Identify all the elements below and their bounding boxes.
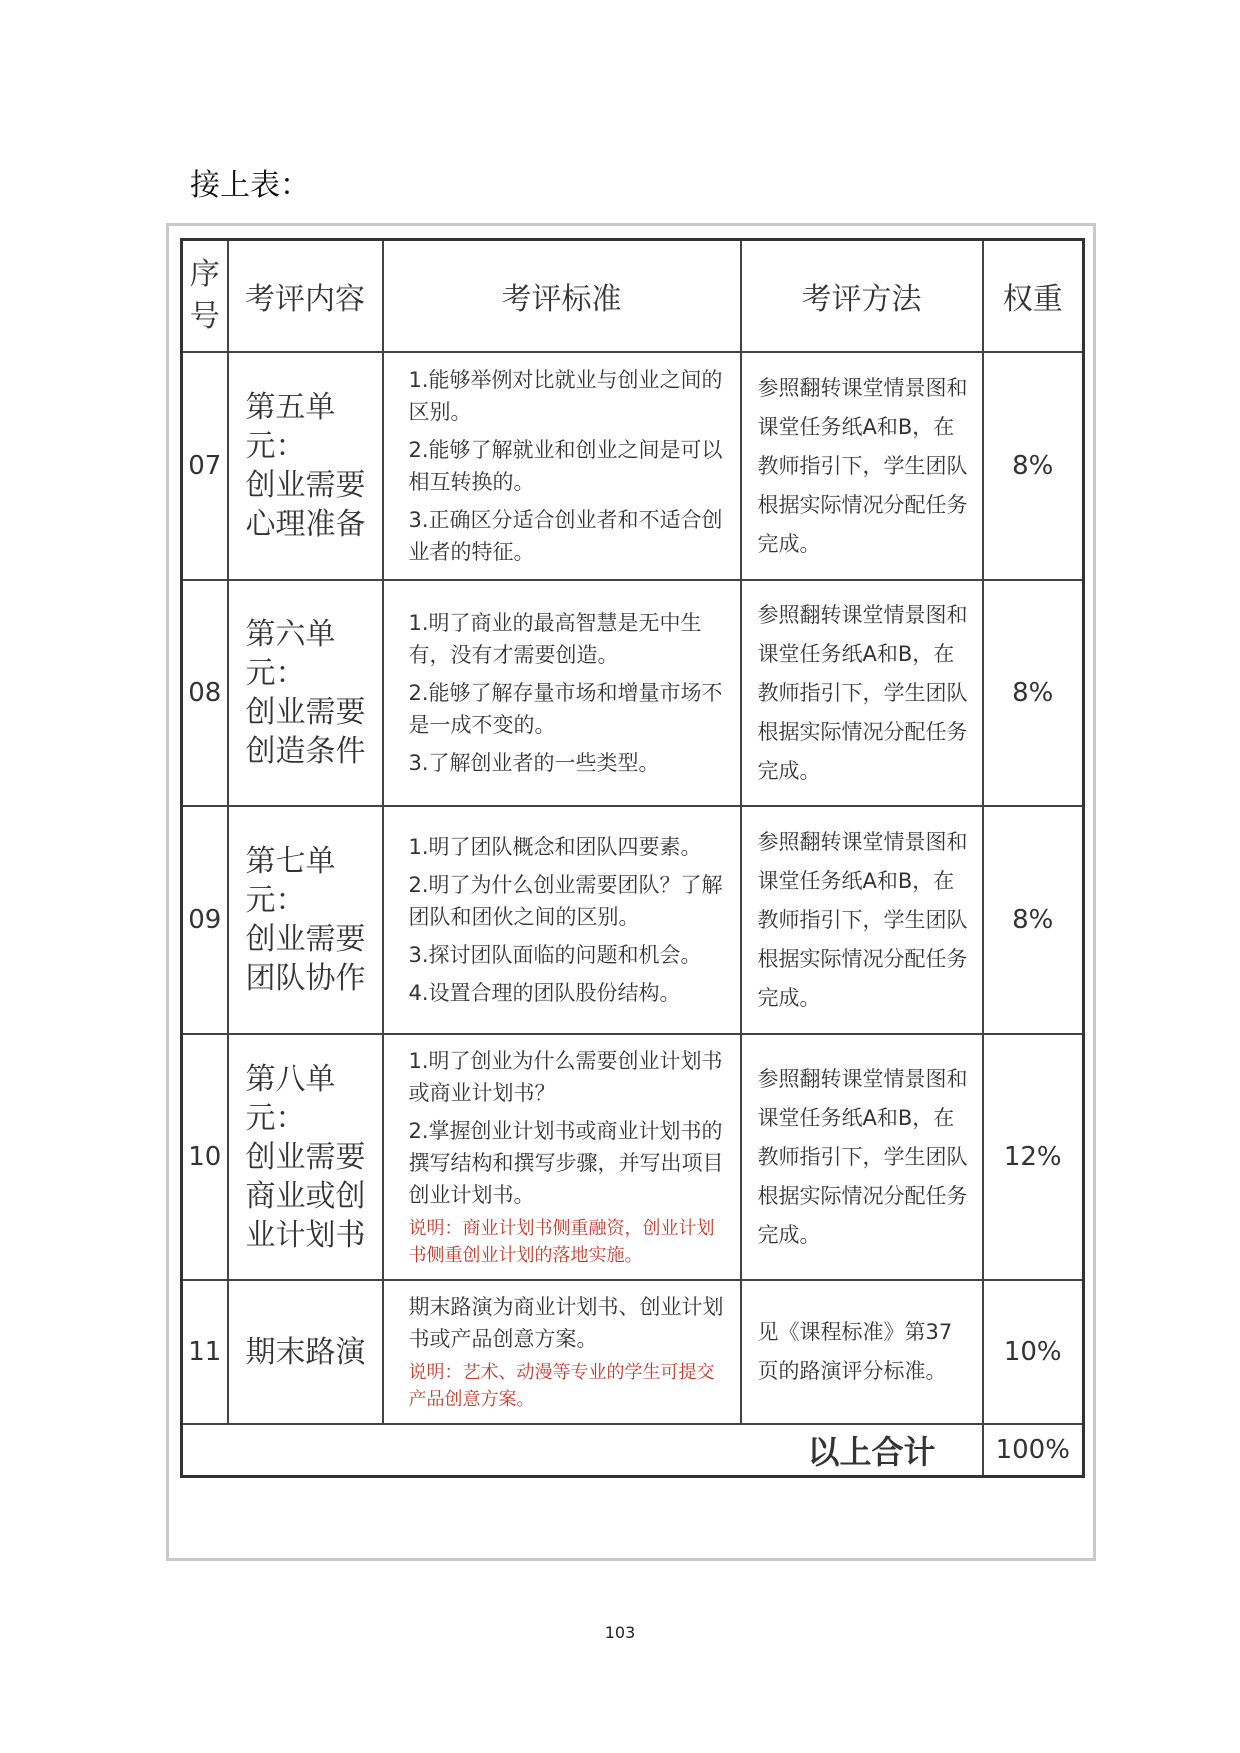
row-weight: 8% <box>983 352 1084 580</box>
table-row <box>182 580 1084 806</box>
row-content <box>228 352 383 580</box>
total-weight: 100% <box>983 1424 1084 1477</box>
content-line: 第七单元： <box>245 844 336 918</box>
header-weight: 权重 <box>983 240 1084 353</box>
row-method: 参照翻转课堂情景图和课堂任务纸A和B，在教师指引下，学生团队根据实际情况分配任务完成。 <box>741 580 983 806</box>
row-seq: 11 <box>182 1280 228 1424</box>
row-seq: 09 <box>182 806 228 1034</box>
content-line: 创造条件 <box>245 734 366 769</box>
content-line: 第六单元： <box>245 617 336 691</box>
row-criteria <box>383 1034 741 1280</box>
content-line: 创业需要 <box>245 1139 366 1175</box>
row-method: 见《课程标准》第37页的路演评分标准。 <box>741 1280 983 1424</box>
row-criteria <box>383 352 741 580</box>
row-criteria <box>383 806 741 1034</box>
header-seq-text: 序号 <box>189 257 220 334</box>
row-seq: 08 <box>182 580 228 806</box>
content-line: 心理准备 <box>245 507 366 542</box>
criteria-item: 1.能够举例对比就业与创业之间的区别。 <box>408 368 723 424</box>
header-seq <box>182 240 228 353</box>
table-row <box>182 352 1084 580</box>
criteria-item: 4.设置合理的团队股份结构。 <box>408 981 681 1005</box>
row-content <box>228 580 383 806</box>
content-line: 第八单元： <box>245 1061 336 1136</box>
criteria-item: 2.掌握创业计划书或商业计划书的撰写结构和撰写步骤，并写出项目创业计划书。 <box>408 1119 724 1207</box>
total-label: 以上合计 <box>182 1424 983 1477</box>
criteria-item: 3.了解创业者的一些类型。 <box>408 751 660 775</box>
table-row <box>182 1034 1084 1280</box>
row-method: 参照翻转课堂情景图和课堂任务纸A和B，在教师指引下，学生团队根据实际情况分配任务完成。 <box>741 806 983 1034</box>
continued-heading: 接上表： <box>190 168 310 203</box>
page-number: 103 <box>604 1623 636 1642</box>
table-row <box>182 1280 1084 1424</box>
row-weight: 8% <box>983 806 1084 1034</box>
row-method: 参照翻转课堂情景图和课堂任务纸A和B，在教师指引下，学生团队根据实际情况分配任务完成。 <box>741 1034 983 1280</box>
content-line: 期末路演 <box>245 1334 366 1370</box>
content-line: 业计划书 <box>245 1217 366 1253</box>
row-weight: 12% <box>983 1034 1084 1280</box>
criteria-item: 3.正确区分适合创业者和不适合创业者的特征。 <box>408 508 723 564</box>
content-line: 创业需要 <box>245 922 366 957</box>
header-criteria: 考评标准 <box>383 240 741 353</box>
table-row <box>182 806 1084 1034</box>
row-weight: 8% <box>983 580 1084 806</box>
header-content: 考评内容 <box>228 240 383 353</box>
criteria-item: 3.探讨团队面临的问题和机会。 <box>408 943 702 967</box>
header-row <box>182 240 1084 353</box>
content-line: 第五单元： <box>245 390 336 464</box>
total-row <box>182 1424 1084 1477</box>
criteria-item: 期末路演为商业计划书、创业计划书或产品创意方案。 <box>408 1295 724 1351</box>
content-line: 团队协作 <box>245 961 366 996</box>
criteria-item: 2.明了为什么创业需要团队？了解团队和团伙之间的区别。 <box>408 873 723 929</box>
criteria-item: 1.明了创业为什么需要创业计划书或商业计划书？ <box>408 1049 723 1105</box>
criteria-note: 说明：商业计划书侧重融资，创业计划书侧重创业计划的落地实施。 <box>408 1218 715 1266</box>
row-seq: 10 <box>182 1034 228 1280</box>
criteria-item: 1.明了团队概念和团队四要素。 <box>408 835 702 859</box>
row-criteria <box>383 1280 741 1424</box>
content-line: 创业需要 <box>245 468 366 503</box>
assessment-table <box>180 238 1085 1478</box>
row-seq: 07 <box>182 352 228 580</box>
criteria-item: 2.能够了解就业和创业之间是可以相互转换的。 <box>408 438 723 494</box>
header-method: 考评方法 <box>741 240 983 353</box>
content-line: 创业需要 <box>245 695 366 730</box>
content-line: 商业或创 <box>245 1178 366 1214</box>
criteria-note: 说明：艺术、动漫等专业的学生可提交产品创意方案。 <box>408 1362 715 1410</box>
row-criteria <box>383 580 741 806</box>
row-content <box>228 806 383 1034</box>
criteria-item: 2.能够了解存量市场和增量市场不是一成不变的。 <box>408 681 723 737</box>
criteria-item: 1.明了商业的最高智慧是无中生有，没有才需要创造。 <box>408 611 702 667</box>
row-content <box>228 1034 383 1280</box>
row-method: 参照翻转课堂情景图和课堂任务纸A和B，在教师指引下，学生团队根据实际情况分配任务完成。 <box>741 352 983 580</box>
row-weight: 10% <box>983 1280 1084 1424</box>
row-content <box>228 1280 383 1424</box>
